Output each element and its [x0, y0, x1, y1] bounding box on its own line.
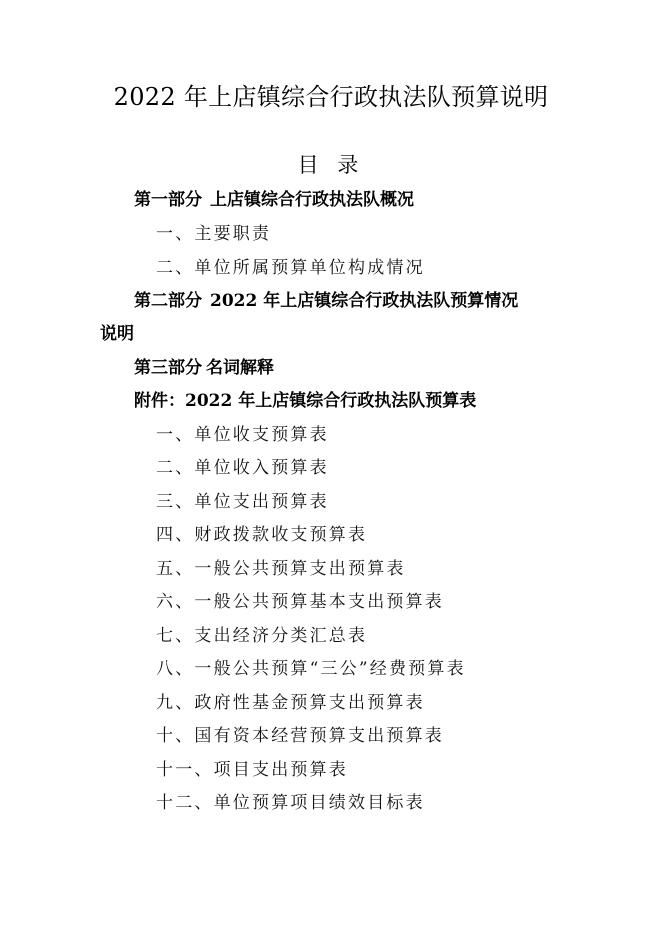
toc-part2-title-cont[interactable]: 说明 — [100, 324, 134, 344]
toc-part2[interactable] — [134, 289, 518, 313]
toc-part1-label: 第一部分 — [134, 190, 202, 210]
toc-appendix-item[interactable]: 八、一般公共预算“三公”经费预算表 — [156, 659, 466, 679]
toc-appendix-item[interactable]: 五、一般公共预算支出预算表 — [156, 559, 406, 579]
toc-appendix-item[interactable]: 六、一般公共预算基本支出预算表 — [156, 592, 444, 612]
toc-part3-label: 第三部分 — [134, 358, 202, 378]
toc-appendix-item[interactable]: 二、单位收入预算表 — [156, 458, 329, 478]
document-title: 2022 年上店镇综合行政执法队预算说明 — [113, 83, 549, 111]
toc-part1-item[interactable]: 二、单位所属预算单位构成情况 — [156, 258, 425, 278]
toc-part1[interactable] — [134, 188, 414, 212]
toc-appendix[interactable]: 附件：2022 年上店镇综合行政执法队预算表 — [134, 391, 477, 411]
toc-appendix-item[interactable]: 七、支出经济分类汇总表 — [156, 626, 368, 646]
toc-part2-label: 第二部分 — [134, 291, 202, 311]
toc-appendix-item[interactable]: 九、政府性基金预算支出预算表 — [156, 693, 425, 713]
toc-part3-title: 名词解释 — [206, 358, 274, 378]
toc-part1-item[interactable]: 一、主要职责 — [156, 224, 272, 244]
toc-appendix-item[interactable]: 十一、项目支出预算表 — [156, 760, 348, 780]
toc-appendix-item[interactable]: 十、国有资本经营预算支出预算表 — [156, 726, 444, 746]
toc-appendix-item[interactable]: 四、财政拨款收支预算表 — [156, 525, 368, 545]
toc-heading: 目 录 — [297, 153, 365, 177]
toc-part3[interactable] — [134, 356, 274, 380]
toc-appendix-item[interactable]: 十二、单位预算项目绩效目标表 — [156, 793, 425, 813]
toc-part2-title: 2022 年上店镇综合行政执法队预算情况 — [210, 291, 519, 311]
toc-appendix-item[interactable]: 三、单位支出预算表 — [156, 492, 329, 512]
toc-appendix-item[interactable]: 一、单位收支预算表 — [156, 425, 329, 445]
toc-part1-title: 上店镇综合行政执法队概况 — [210, 190, 414, 210]
